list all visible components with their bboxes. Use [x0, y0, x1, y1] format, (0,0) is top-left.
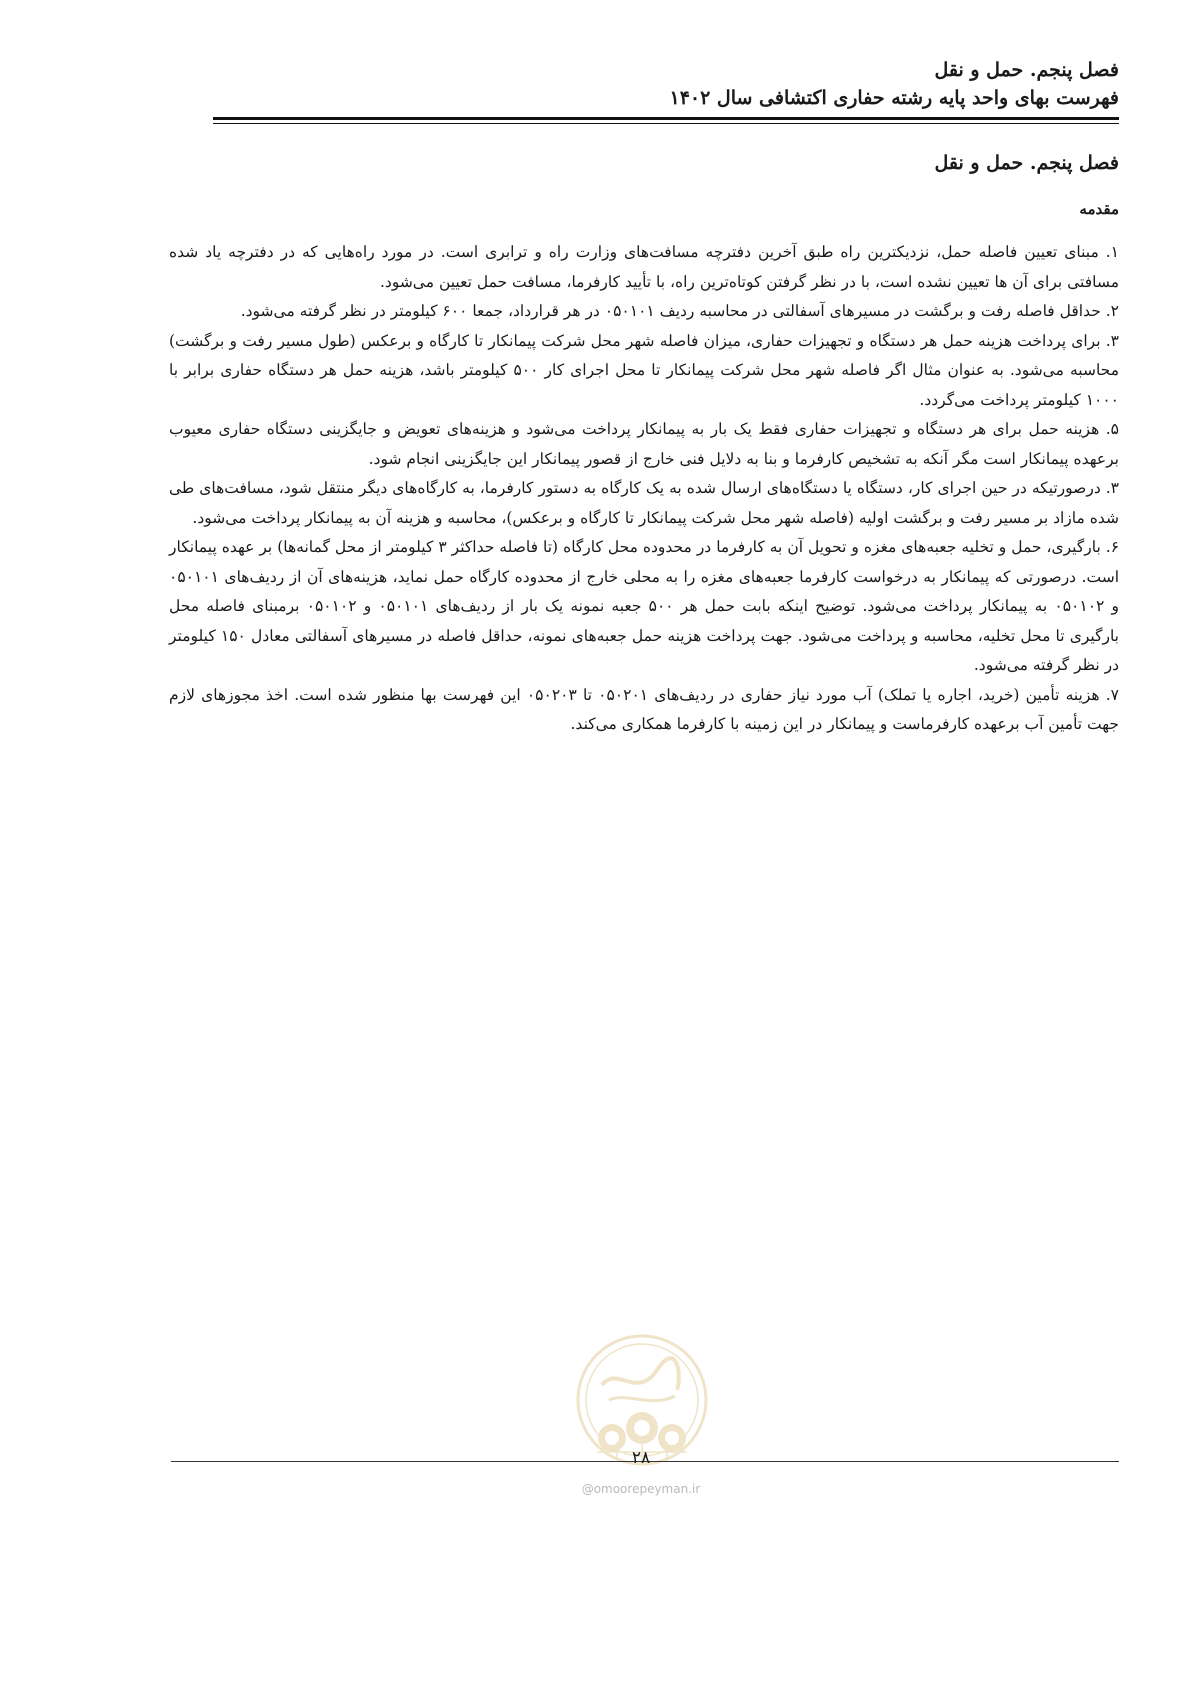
paragraph-7: ۷. هزینه تأمین (خرید، اجاره یا تملک) آب مورد نیاز حفاری در ردیف‌های ۰۵۰۲۰۱ تا ۰۵۰۲۰۳ این فهرست بها منظور شده است. اخذ مجوزهای لازم جهت تأمین آب برعهده کارفرماست و پیمانکار در این زمینه با کارفرما همکاری می‌کند. [169, 685, 1119, 733]
page-number: ۲۸ [631, 1448, 651, 1468]
footer-website-watermark: @omoorepeyman.ir [581, 1482, 701, 1496]
header-rule-thin [213, 123, 1119, 124]
paragraph-2: ۲. حداقل فاصله رفت و برگشت در مسیرهای آسفالتی در محاسبه ردیف ۰۵۰۱۰۱ در هر قرارداد، جمعا ۶۰۰ کیلومتر در نظر گرفته می‌شود. [240, 302, 1119, 320]
chapter-title: فصل پنجم. حمل و نقل [934, 152, 1119, 174]
paragraph-list [169, 238, 1119, 740]
paragraph-5: ۳. درصورتیکه در حین اجرای کار، دستگاه یا دستگاه‌های ارسال شده به یک کارگاه به دستور کارفرما، به کارگاه‌های دیگر منتقل شود، مسافت‌های طی شده مازاد بر مسیر رفت و برگشت اولیه (فاصله شهر محل شرکت پیمانکار تا کارگاه و برعکس)، محاسبه و هزینه آن به پیمانکار پرداخت می‌شود. [169, 479, 1119, 527]
paragraph-3: ۳. برای پرداخت هزینه حمل هر دستگاه و تجهیزات حفاری، میزان فاصله شهر محل شرکت پیمانکار تا کارگاه و برعکس (طول مسیر رفت و برگشت) محاسبه می‌شود. به عنوان مثال اگر فاصله شهر محل شرکت پیمانکار تا محل اجرای کار ۵۰۰ کیلومتر باشد، هزینه حمل هر دستگاه حفاری برابر با ۱۰۰۰ کیلومتر پرداخت می‌گردد. [169, 331, 1119, 409]
header-rule-thick [213, 117, 1119, 120]
main-content [169, 150, 1119, 740]
page-header [213, 56, 1119, 112]
paragraph-4: ۵. هزینه حمل برای هر دستگاه و تجهیزات حفاری فقط یک بار به پیمانکار پرداخت می‌شود و هزینه‌های تعویض و جایگزینی دستگاه حفاری معیوب برعهده پیمانکار است مگر آنکه به تشخیص کارفرما و بنا به دلایل فنی خارج از قصور پیمانکار این جایگزینی انجام شود. [169, 420, 1119, 468]
paragraph-1: ۱. مبنای تعیین فاصله حمل، نزدیکترین راه طبق آخرین دفترچه مسافت‌های وزارت راه و ترابری است. در مورد راه‌هایی که در دفترچه یاد شده مسافتی برای آن ها تعیین نشده است، با در نظر گرفتن کوتاه‌ترین راه، با تأیید کارفرما، مسافت حمل تعیین می‌شود. [169, 243, 1119, 291]
header-chapter-title: فصل پنجم. حمل و نقل [934, 59, 1119, 81]
paragraph-6: ۶. بارگیری، حمل و تخلیه جعبه‌های مغزه و تحویل آن به کارفرما در محدوده محل کارگاه (تا فاصله حداکثر ۳ کیلومتر از محل گمانه‌ها) بر عهده پیمانکار است. درصورتی که پیمانکار به درخواست کارفرما جعبه‌های مغزه را به محلی خارج از محدوده کارگاه حمل نماید، هزینه‌های آن از ردیف‌های ۰۵۰۱۰۱ و ۰۵۰۱۰۲ به پیمانکار پرداخت می‌شود. توضیح اینکه بابت حمل هر ۵۰۰ جعبه نمونه یک بار از ردیف‌های ۰۵۰۱۰۱ و ۰۵۰۱۰۲ برمبنای فاصله محل بارگیری تا محل تخلیه، محاسبه و پرداخت می‌شود. جهت پرداخت هزینه حمل جعبه‌های نمونه، حداقل فاصله در مسیرهای آسفالتی معادل ۱۵۰ کیلومتر در نظر گرفته می‌شود. [169, 538, 1120, 674]
section-title-introduction: مقدمه [1079, 200, 1119, 218]
header-document-title: فهرست بهای واحد پایه رشته حفاری اکتشافی سال ۱۴۰۲ [669, 87, 1119, 109]
